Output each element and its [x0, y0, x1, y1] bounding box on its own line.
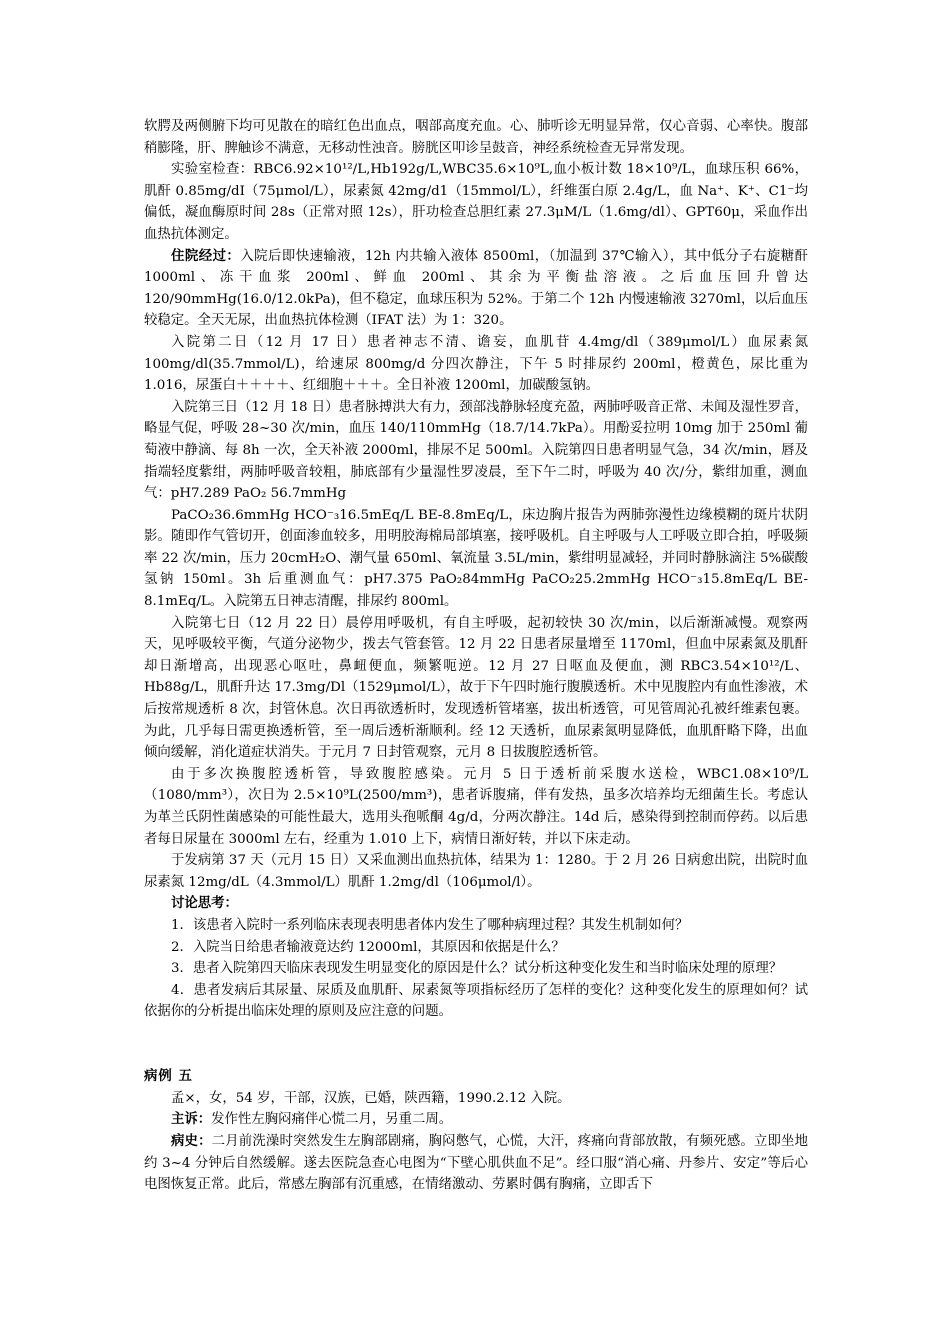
case5-title: 病例 五: [144, 1068, 193, 1085]
history-label: 病史：: [171, 1132, 212, 1149]
discussion-question-1: 1．该患者入院时一系列临床表现表明患者体内发生了哪种病理过程？其发生机制如何？: [171, 917, 689, 933]
paragraph-day3: 入院第三日（12 月 18 日）患者脉搏洪大有力，颈部浅静脉轻度充盈，两肺呼吸音正常、未闻及湿性罗音，略显气促，呼吸 28~30 次/min，血压 140/110mmHg（18.7/14.7kPa）。用酚妥拉明 10mg 加于 250ml 葡萄液中静滴、每 8h 一次，全天补液 2000ml，排尿不足 500ml。入院第四日患者明显气急，34 次/min，唇及指端轻度紫绀，两肺呼吸音较粗，肺底部有少量湿性罗凌晨，至下午二时，呼吸为 40 次/分，紫绀加重，测血气：pH7.289 PaO₂ 56.7mmHg: [144, 399, 808, 502]
paragraph-infection: 由于多次换腹腔透析管，导致腹腔感染。元月 5 日于透析前采腹水送检，WBC1.08×10⁹/L（1080/mm³），次日为 2.5×10⁹L(2500/mm³)，患者诉腹痛，伴有发热，虽多次培养均无细菌生长。考虑认为革兰氏阴性菌感染的可能性最大，选用头孢哌酮 4g/d，分两次静注。14d 后，感染得到控制而停药。以后患者每日尿量在 3000ml 左右，经重为 1.010 上下，病情日渐好转，并以下床走动。: [144, 766, 808, 847]
complaint-text: 发作性左胸闷痛伴心慌二月，另重二周。: [211, 1112, 453, 1128]
discussion-question-4: 4．患者发病后其尿量、尿质及血肌酐、尿素氮等项指标经历了怎样的变化？这种变化发生的原理如何？试依据你的分析提出临床处理的原则及应注意的问题。: [144, 982, 808, 1020]
paragraph-day2: 入院第二日（12 月 17 日）患者神志不清、谵妄，血肌苷 4.4mg/dl（389μmol/L）血尿素氮 100mg/dl(35.7mmol/L)，给速尿 800mg/d 分四次静注，下午 5 时排尿约 200ml，橙黄色，尿比重为 1.016，尿蛋白＋＋＋＋、红细胞＋＋＋。全日补液 1200ml，加碳酸氢钠。: [144, 334, 808, 394]
case5-complaint: [144, 1109, 808, 1131]
case5-intro: 孟×，女，54 岁，干部，汉族，已婚，陕西籍，1990.2.12 入院。: [171, 1090, 571, 1106]
paragraph-lab-tests: 实验室检查：RBC6.92×10¹²/L,Hb192g/L,WBC35.6×10⁹L,血小板计数 18×10⁹/L，血球压积 66%，肌酐 0.85mg/dI（75μmol/L），尿素氮 42mg/d1（15mmol/L），纤维蛋白原 2.4g/L，血 Na⁺、K⁺、C1⁻均偏低，凝血酶原时间 28s（正常对照 12s），肝功检查总胆红素 27.3μM/L（1.6mg/dl）、GPT60μ，采血作出血热抗体测定。: [144, 162, 808, 242]
paragraph-exam: 软腭及两侧腑下均可见散在的暗红色出血点，咽部高度充血。心、肺听诊无明显异常，仅心音弱、心率快。腹部稍膨隆，肝、脾触诊不满意，无移动性浊音。膀胱区叩诊呈鼓音，神经系统检查无异常发现。: [144, 119, 808, 156]
history-text: 二月前洗澡时突然发生左胸部剧痛，胸闷憋气，心慌，大汗，疼痛向背部放散，有频死感。立即坐地约 3~4 分钟后自然缓解。遂去医院急查心电图为“下壁心肌供血不足”。经口服“消心痛、丹参片、安定”等后心电图恢复正常。此后，常感左胸部有沉重感，在情绪激动、劳累时偶有胸痛，立即舌下: [144, 1133, 808, 1193]
paragraph-day7: 入院第七日（12 月 22 日）晨停用呼吸机，有自主呼吸，起初较快 30 次/min，以后渐渐减慢。观察两天，见呼吸较平衡，气道分泌物少，拨去气管套管。12 月 22 日患者尿量增至 1170ml，但血中尿素氮及肌酐却日渐增高，出现恶心呕吐，鼻衄便血，频繁呃逆。12 月 27 日呕血及便血，测 RBC3.54×10¹²/L、Hb88g/L，肌酐升达 17.3mg/Dl（1529μmol/L），故于下午四时施行腹膜透析。术中见腹腔内有血性渗液，术后按常规透析 8 次，封管休息。次日再欲透析时，发现透析管堵塞，拔出析透管，可见管周沁孔被纤维素包裹。为此，几乎每日需更换透析管，至一周后透析渐顺利。经 12 天透析，血尿素氮明显降低，血肌酐略下降，出血倾向缓解，消化道症状消失。于元月 7 日封管观察，元月 8 日拔腹腔透析管。: [144, 615, 808, 761]
discussion-question-2: 2．入院当日给患者输液竟达约 12000ml，其原因和依据是什么？: [171, 939, 565, 955]
hospital-course-text: 入院后即快速输液，12h 内共输入液体 8500ml，（加温到 37℃输入），其中低分子右旋糖酐 1000ml、冻干血浆 200ml、鲜血 200ml、其余为平衡盐溶液。之后血压回升曾达 120/90mmHg(16.0/12.0kPa)，但不稳定，血球压积为 52%。于第二个 12h 内慢速输液 3270ml，以后血压较稳定。全天无尿，出血热抗体检测（IFAT 法）为 1：320。: [144, 248, 809, 329]
hospital-course-label: 住院经过：: [171, 247, 241, 264]
paragraph-discharge: 于发病第 37 天（元月 15 日）又采血测出血热抗体，结果为 1：1280。于 2 月 26 日病愈出院，出院时血尿素氮 12mg/dL（4.3mmol/L）肌酐 1.2mg/dl（106μmol/l）。: [144, 853, 808, 890]
case5-history: [144, 1131, 808, 1196]
document-page: [144, 116, 808, 1196]
discussion-question-3: 3．患者入院第四天临床表现发生明显变化的原因是什么？试分析这种变化发生和当时临床处理的原理？: [171, 961, 783, 977]
paragraph-hospital-course: [144, 246, 808, 332]
section-spacer: [144, 1023, 808, 1045]
discussion-title: 讨论思考：: [171, 895, 238, 912]
section-spacer: [144, 1045, 808, 1067]
paragraph-blood-gas: PaCO₂36.6mmHg HCO⁻₃16.5mEq/L BE-8.8mEq/L，床边胸片报告为两肺弥漫性边缘模糊的斑片状阴影。随即作气管切开，创面渗血较多，用明胶海棉局部填塞，接呼吸机。自主呼吸与人工呼吸立即合拍，呼吸频率 22 次/min，压力 20cmH₂O、潮气量 650ml、氧流量 3.5L/min，紫绀明显减轻，并同时静脉滴注 5%碳酸氢钠 150ml。3h 后重测血气：pH7.375 PaO₂84mmHg PaCO₂25.2mmHg HCO⁻₃15.8mEq/L BE-8.1mEq/L。入院第五日神志清醒，排尿约 800ml。: [144, 507, 808, 610]
complaint-label: 主诉：: [171, 1111, 212, 1128]
